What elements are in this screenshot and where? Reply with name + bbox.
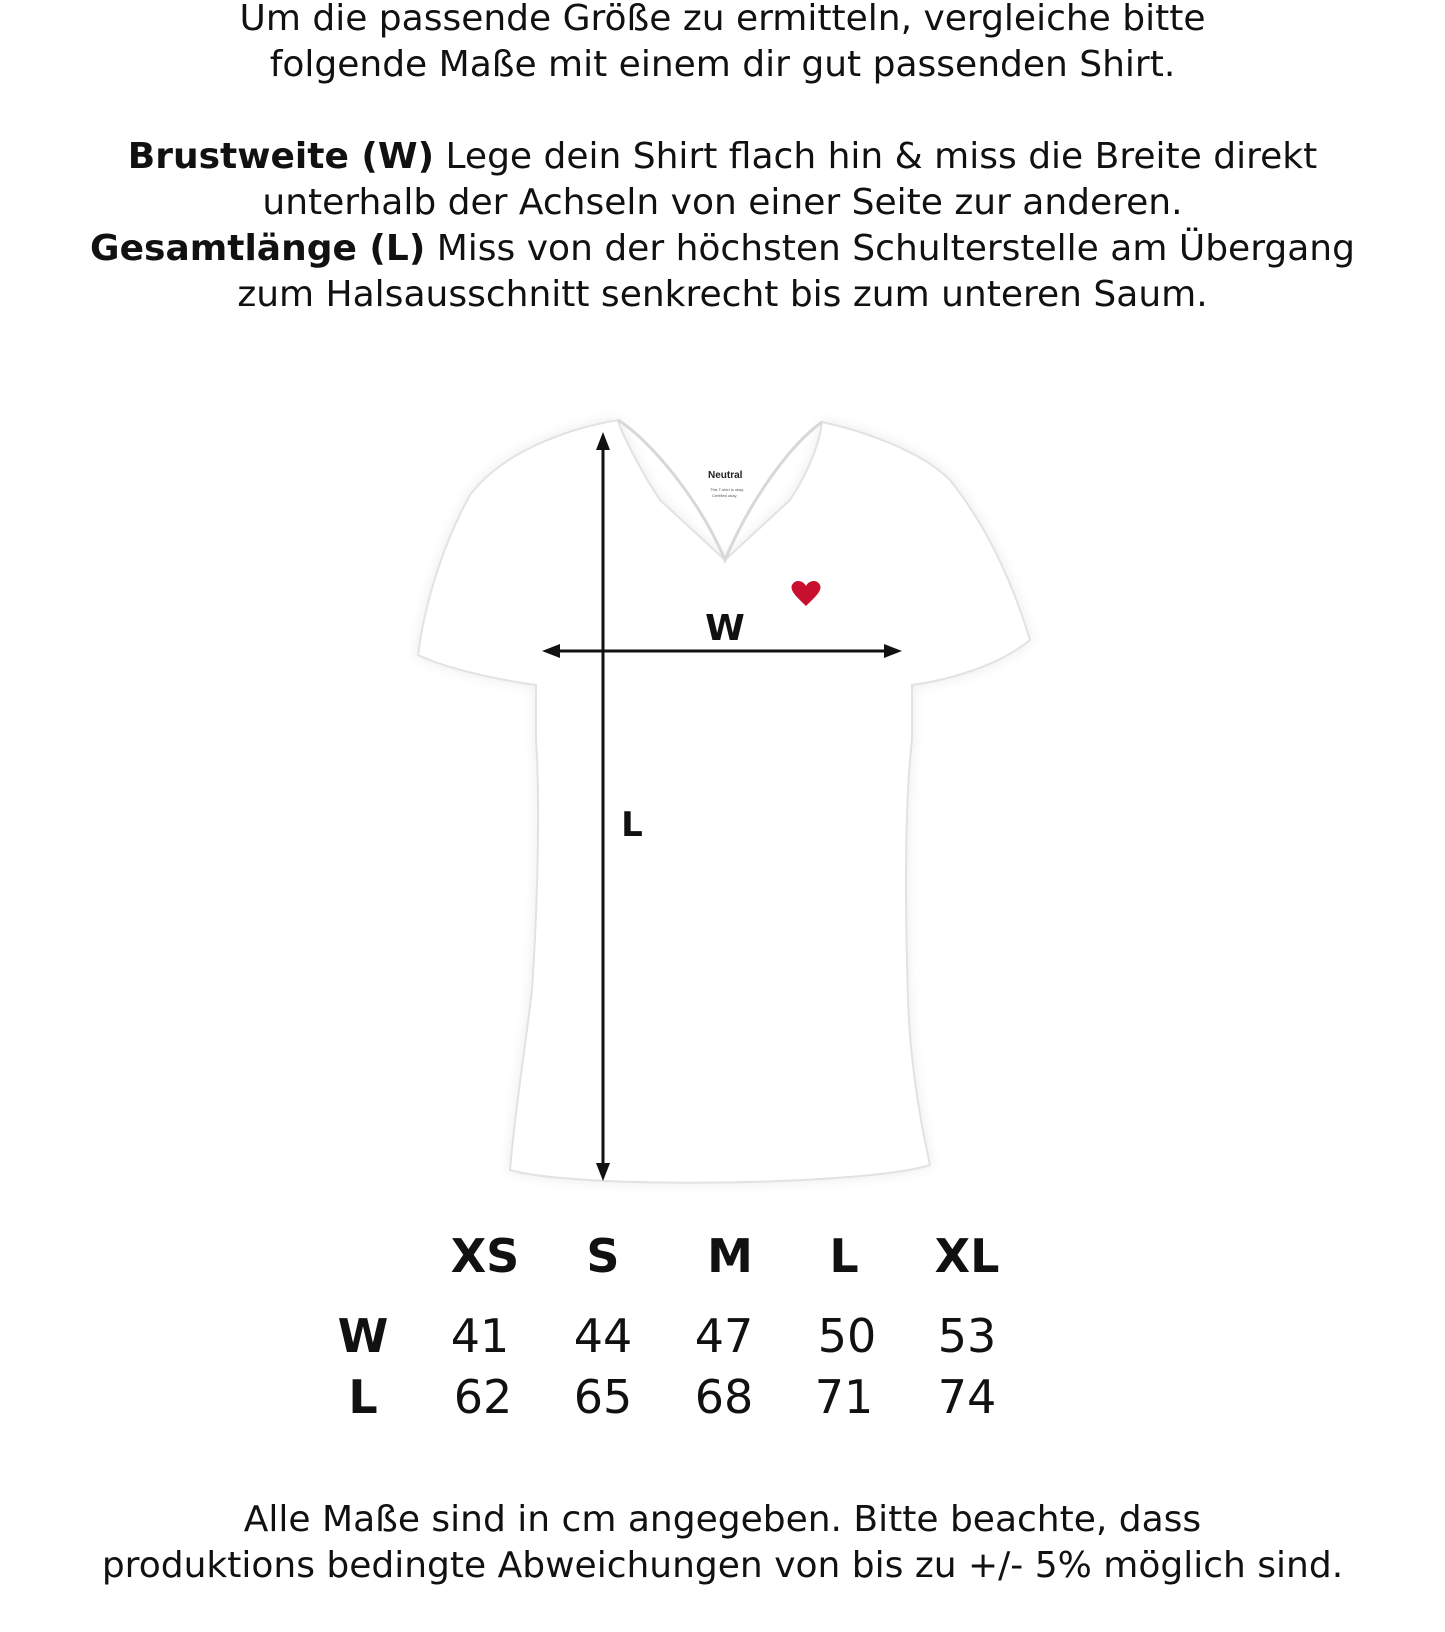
- size-header-m: M: [707, 1229, 753, 1283]
- table-cell: 44: [573, 1309, 633, 1363]
- table-cell: 47: [694, 1309, 754, 1363]
- footer-line-1: Alle Maße sind in cm angegeben. Bitte beachte, dass: [243, 1499, 1202, 1540]
- table-cell: 41: [450, 1309, 510, 1363]
- tshirt-shape: [418, 420, 1030, 1183]
- table-cell: 65: [573, 1370, 633, 1424]
- table-cell: 68: [694, 1370, 754, 1424]
- label-line-1: This T-shirt is okay.: [710, 487, 745, 492]
- size-header-s: S: [586, 1229, 620, 1283]
- table-cell: 71: [814, 1370, 874, 1424]
- width-marker-label: W: [705, 608, 745, 649]
- table-cell: 74: [937, 1370, 997, 1424]
- footer-note: [0, 1497, 1445, 1589]
- label-brand: Neutral: [708, 470, 743, 481]
- definition-term: Gesamtlänge (L): [90, 228, 426, 269]
- definition-term: Brustweite (W): [127, 136, 435, 177]
- size-header-xl: XL: [934, 1229, 1000, 1283]
- intro-line-1: Um die passende Größe zu ermitteln, vergleiche bitte: [239, 0, 1206, 39]
- table-cell: 50: [817, 1309, 877, 1363]
- length-marker-label: L: [621, 805, 643, 845]
- neck-label: [708, 470, 744, 498]
- definition-text: Miss von der höchsten Schulterstelle am Übergang: [425, 228, 1355, 269]
- table-cell: 53: [937, 1309, 997, 1363]
- row-label-w: W: [337, 1309, 389, 1363]
- size-header-xs: XS: [450, 1229, 520, 1283]
- definition-text: zum Halsausschnitt senkrecht bis zum unteren Saum.: [237, 274, 1208, 315]
- table-cell: 62: [453, 1370, 513, 1424]
- definition-text: unterhalb der Achseln von einer Seite zur anderen.: [262, 182, 1183, 223]
- label-line-2: Certified okay.: [712, 493, 738, 498]
- intro-line-2: folgende Maße mit einem dir gut passenden Shirt.: [269, 44, 1176, 85]
- size-header-l: L: [829, 1229, 859, 1283]
- definition-text: Lege dein Shirt flach hin & miss die Breite direkt: [434, 136, 1318, 177]
- footer-line-2: produktions bedingte Abweichungen von bis zu +/- 5% möglich sind.: [101, 1545, 1344, 1586]
- row-label-l: L: [348, 1370, 378, 1424]
